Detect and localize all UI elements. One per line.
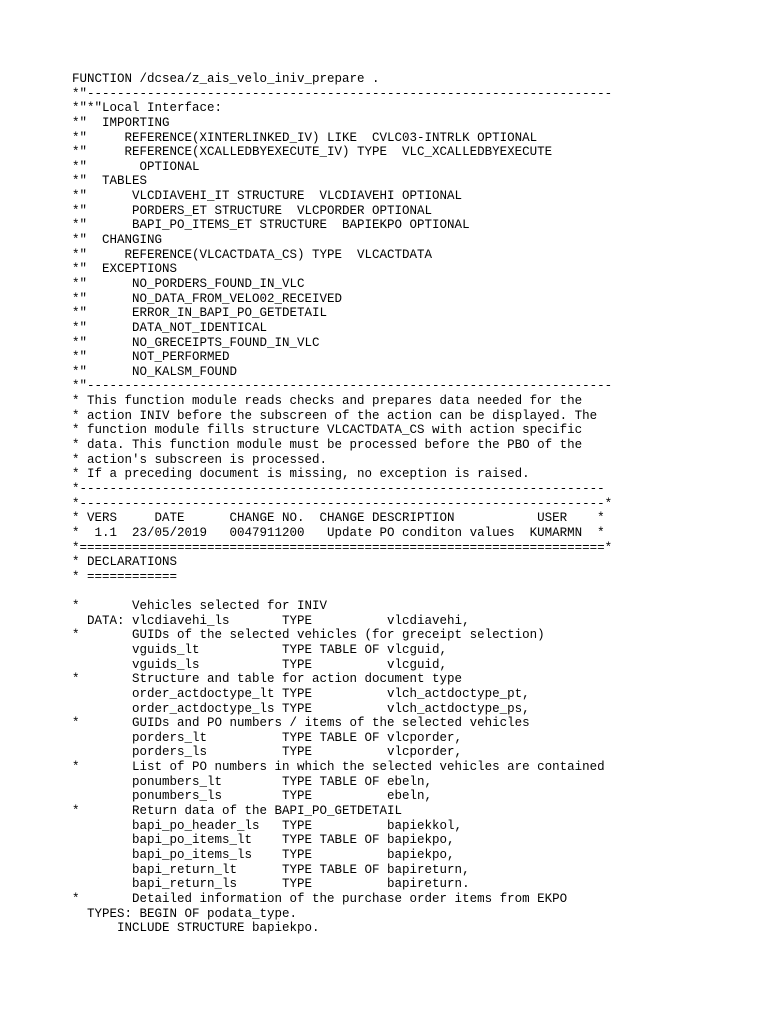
code-line: * GUIDs and PO numbers / items of the selected vehicles — [72, 716, 530, 731]
code-line: * If a preceding document is missing, no exception is raised. — [72, 467, 530, 482]
code-line: *" CHANGING — [72, 233, 163, 248]
code-line: *" OPTIONAL — [72, 159, 200, 174]
code-line: *" NO_KALSM_FOUND — [72, 364, 238, 379]
code-line: * Vehicles selected for INIV — [72, 599, 328, 614]
code-line: vguids_ls TYPE vlcguid, — [72, 657, 448, 672]
code-line: porders_ls TYPE vlcporder, — [72, 745, 463, 760]
code-line: *" ERROR_IN_BAPI_PO_GETDETAIL — [72, 306, 328, 321]
code-line: * Return data of the BAPI_PO_GETDETAIL — [72, 804, 403, 819]
code-line: * Detailed information of the purchase order items from EKPO — [72, 891, 568, 906]
code-line: order_actdoctype_lt TYPE vlch_actdoctype_pt, — [72, 686, 530, 701]
code-line: bapi_po_header_ls TYPE bapiekkol, — [72, 818, 463, 833]
code-line: *" VLCDIAVEHI_IT STRUCTURE VLCDIAVEHI OPTIONAL — [72, 189, 463, 204]
code-line: *" REFERENCE(XINTERLINKED_IV) LIKE CVLC03-INTRLK OPTIONAL — [72, 130, 538, 145]
code-line: *----------------------------------------------------------------------* — [72, 496, 613, 511]
code-line: *" BAPI_PO_ITEMS_ET STRUCTURE BAPIEKPO OPTIONAL — [72, 218, 470, 233]
code-line: * List of PO numbers in which the selected vehicles are contained — [72, 760, 605, 775]
code-line: *"*"Local Interface: — [72, 101, 223, 116]
code-line: *"---------------------------------------------------------------------- — [72, 379, 613, 394]
code-line — [72, 584, 612, 599]
code-line: porders_lt TYPE TABLE OF vlcporder, — [72, 730, 463, 745]
code-line: DATA: vlcdiavehi_ls TYPE vlcdiavehi, — [72, 613, 470, 628]
code-line: vguids_lt TYPE TABLE OF vlcguid, — [72, 642, 448, 657]
code-line: * This function module reads checks and prepares data needed for the — [72, 394, 583, 409]
code-line: *"---------------------------------------------------------------------- — [72, 86, 613, 101]
code-line: *" NO_GRECEIPTS_FOUND_IN_VLC — [72, 335, 320, 350]
code-line: * data. This function module must be processed before the PBO of the — [72, 438, 583, 453]
code-line: *" NOT_PERFORMED — [72, 350, 230, 365]
code-line: *" TABLES — [72, 174, 148, 189]
code-line: * function module fills structure VLCACTDATA_CS with action specific — [72, 423, 583, 438]
code-line: * 1.1 23/05/2019 0047911200 Update PO conditon values KUMARMN * — [72, 525, 605, 540]
code-line: * action's subscreen is processed. — [72, 452, 328, 467]
code-line: *" IMPORTING — [72, 115, 170, 130]
code-line: *" DATA_NOT_IDENTICAL — [72, 320, 268, 335]
code-line: *" NO_PORDERS_FOUND_IN_VLC — [72, 276, 305, 291]
code-line: * action INIV before the subscreen of the action can be displayed. The — [72, 408, 598, 423]
code-line: bapi_return_lt TYPE TABLE OF bapireturn, — [72, 862, 470, 877]
code-line: * Structure and table for action document type — [72, 672, 463, 687]
code-line: *" EXCEPTIONS — [72, 262, 178, 277]
code-line: * VERS DATE CHANGE NO. CHANGE DESCRIPTION USER * — [72, 511, 605, 526]
code-line: FUNCTION /dcsea/z_ais_velo_iniv_prepare . — [72, 72, 380, 86]
code-line: order_actdoctype_ls TYPE vlch_actdoctype_ps, — [72, 701, 530, 716]
code-line: *" NO_DATA_FROM_VELO02_RECEIVED — [72, 291, 343, 306]
code-line: *======================================================================* — [72, 540, 613, 555]
code-line: bapi_po_items_lt TYPE TABLE OF bapiekpo, — [72, 833, 455, 848]
code-line: *" REFERENCE(VLCACTDATA_CS) TYPE VLCACTDATA — [72, 247, 433, 262]
code-line: bapi_po_items_ls TYPE bapiekpo, — [72, 847, 455, 862]
code-line: INCLUDE STRUCTURE bapiekpo. — [72, 921, 320, 936]
source-code-listing — [72, 72, 612, 936]
code-line: * ============ — [72, 569, 178, 584]
code-line: *" REFERENCE(XCALLEDBYEXECUTE_IV) TYPE VLC_XCALLEDBYEXECUTE — [72, 145, 553, 160]
code-line: ponumbers_lt TYPE TABLE OF ebeln, — [72, 774, 433, 789]
code-line: * GUIDs of the selected vehicles (for greceipt selection) — [72, 628, 545, 643]
code-line: bapi_return_ls TYPE bapireturn. — [72, 877, 470, 892]
code-line: * DECLARATIONS — [72, 555, 178, 570]
code-line: *" PORDERS_ET STRUCTURE VLCPORDER OPTIONAL — [72, 203, 433, 218]
code-line: ponumbers_ls TYPE ebeln, — [72, 789, 433, 804]
code-line: TYPES: BEGIN OF podata_type. — [72, 906, 298, 921]
code-line: *---------------------------------------------------------------------- — [72, 481, 605, 496]
